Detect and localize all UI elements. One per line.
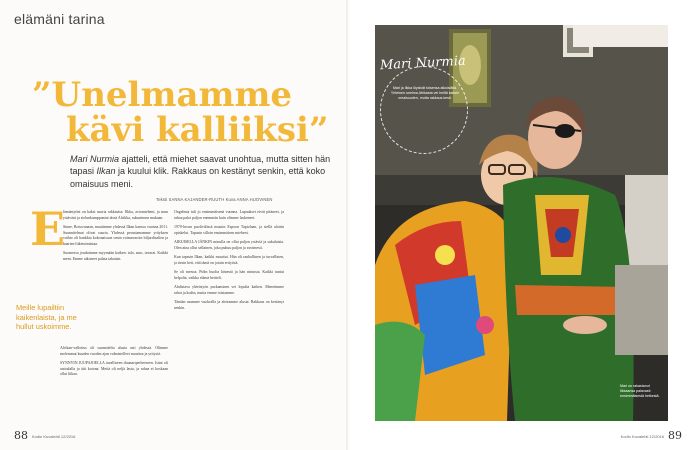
folio-right (621, 429, 682, 442)
folio-left (14, 429, 75, 442)
photo-caption: Mari ja Ilkka löysivät toisensa aikuisiällä. Yhteinen unelma Afrikasta vei heiltä kaiken omaisuuden, mutta rakkaus kesti. (390, 86, 460, 100)
body-column-1-top (63, 210, 168, 303)
body-paragraph: Kun tapasin Ilkan, kaikki muuttui. Hän oli rauhallinen ja turvallinen, ja tiesin heti, että tämä on jotain erityistä. (174, 255, 284, 265)
body-paragraph: Ongelmia tuli jo ensimmäisenä vuonna. Lupaukset eivät pitäneet, ja rahaa paloi paljon enemmän kuin olimme laskeneet. (174, 210, 284, 220)
photo-corner-caption: Mari on rakastanut Ilkkaansa palavasti ensimmäisestä hetkestä. (620, 384, 660, 398)
body-paragraph: 1970-luvun puolivälissä muutin Espoon Tapiolaan, ja siellä aloitin opiskelut. Tapasin silloin ensimmäisen mieheni. (174, 225, 284, 235)
body-paragraph: lämäntyöni on kaksi suurta rakkautta: Ilkka, aviomieheni, ja mun ystäväni ja sielunkumppanini tässä Afrikka, sukunimen mukaan. (63, 210, 168, 220)
body-paragraph: Tänään asumme vuokralla ja aloitamme alusta. Rakkaus on kestänyt senkin. (174, 300, 284, 310)
body-paragraph: SYNNYIN JUUPAJOELLA tavalliseen duunariperheeseen. Isäni oli autoalalla ja äiti kotona. Meitä oli neljä lasta, ja rahaa ei koskaan ollut liikaa. (60, 361, 168, 376)
body-paragraph: Ahdistava yhteistyön purkaminen vei lopulta kaiken. Menetimme rahat ja kodin, mutta emme toisiamme. (174, 285, 284, 295)
lede (70, 153, 334, 190)
body-paragraph: Se oli menoa. Pidin huolta hänestä ja hän minusta. Kaikki tuntui helpolta, vaikka elämä heitteli. (174, 270, 284, 280)
body-paragraph: AIKUISELLA IÄNKIN minulla on ollut paljon ystäviä ja sukulaisia. Olen aina ollut sellainen, joka puhuu paljon ja avoimesti. (174, 240, 284, 250)
body-paragraph: Afrikan-valloitus oli suunniteltu alusta asti yhdessä. Olimme molemmat kuuden vuoden ajan valmistelleet muuttoa ja yritystä. (60, 346, 168, 356)
lede-name-ilkka: Ilkan (96, 166, 116, 177)
drop-cap: E (30, 202, 66, 256)
body-column-1-bottom (60, 346, 168, 404)
body-column-2 (174, 210, 284, 400)
byline: Teksti SANNA KAJANDER-RUUTH Kuva ANNA HUOVINEN (156, 197, 273, 202)
page-number-right: 89 (668, 429, 682, 442)
caption-circle (380, 66, 468, 154)
section-label: elämäni tarina (14, 11, 105, 27)
pull-quote: Meille lupailtiin kaikenlaista, ja me hullut uskoimme. (16, 303, 77, 332)
body-paragraph: Suomessa jouduimme myymään kaiken: talo, auto, tavarat. Kaikki meni. Emme aikoneet palata takaisin. (63, 251, 168, 261)
magazine-name-right: Kodin Kuvalehti 12/2016 (620, 433, 664, 439)
lede-text-2: ja kuului klik. Rakkaus on kestänyt senkin, että koko omaisuus meni. (70, 166, 326, 189)
headline (32, 75, 332, 150)
lede-name-mari: Mari Nurmia (70, 154, 120, 164)
page-number-left: 88 (14, 429, 28, 442)
lede-text-1: ajatteli, että miehet saavat unohtua, mutta sitten hän tapasi (70, 154, 331, 177)
page-gutter (346, 0, 350, 450)
body-paragraph: Sinne, Botswanaan, muutimme yhdessä Ilkan kanssa vuonna 2011. Suunnitelmat olivat suuria. Yhdessä perustamamme yrityksen vaihto oli hankkia kokonaisuus omin voimavaroin biljardisalien ja baarien liiketoimintaa. (63, 225, 168, 246)
headline-line-2: kävi kalliiksi” (66, 110, 329, 150)
headline-line-1: ”Unelmamme (32, 75, 293, 115)
photo-name-title: Mari Nurmia (379, 53, 467, 74)
magazine-name-left: Kodin Kuvalehti 12/2016 (32, 433, 76, 439)
